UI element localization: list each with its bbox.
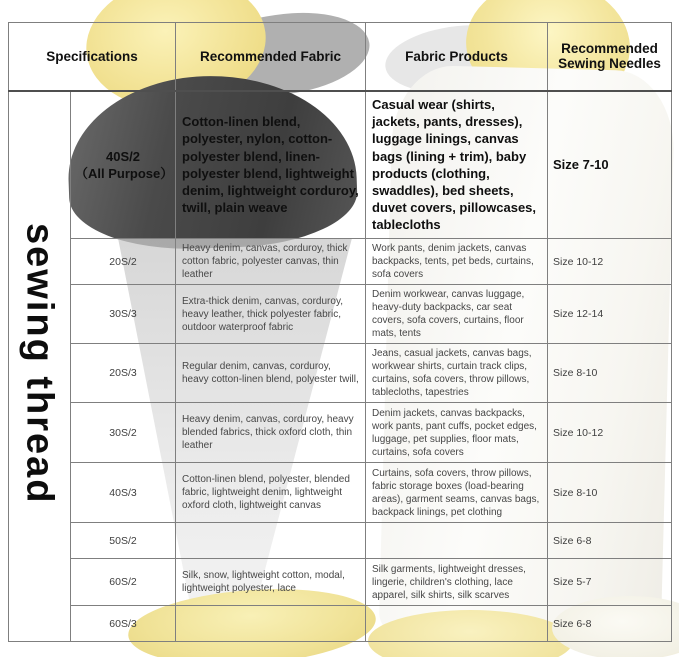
header-recommended-fabric: Recommended Fabric [176,23,366,91]
table-header-row [9,23,672,91]
products-cell: Curtains, sofa covers, throw pillows, fabric storage boxes (load-bearing areas), garment seams, canvas bags, backpack linings, pet clothing [366,463,548,523]
header-specifications: Specifications [9,23,176,91]
needles-cell: Size 10-12 [548,239,672,285]
fabric-cell: Cotton-linen blend, polyester, nylon, cotton-polyester blend, linen-polyester blend, lightweight denim, lightweight corduroy, twill, plain weave [176,91,366,239]
spec-cell: 30S/3 [71,285,176,344]
table-row-20s2 [9,239,672,285]
needles-cell: Size 12-14 [548,285,672,344]
products-cell: Work pants, denim jackets, canvas backpacks, tents, pet beds, curtains, sofa covers [366,239,548,285]
table-row-60s2 [9,559,672,606]
table-row-30s3 [9,285,672,344]
spec-cell: 40S/3 [71,463,176,523]
products-cell: Jeans, casual jackets, canvas bags, workwear shirts, curtain track clips, curtains, sofa covers, throw pillows, tablecloths, tapestries [366,344,548,403]
header-fabric-products: Fabric Products [366,23,548,91]
products-cell: Denim jackets, canvas backpacks, work pants, pant cuffs, pocket edges, luggage, pet supplies, floor mats, curtains, sofa covers [366,403,548,463]
products-cell: Casual wear (shirts, jackets, pants, dresses), luggage linings, canvas bags (lining + trim), baby products (clothing, swaddles), bed sheets, duvet covers, pillowcases, tablecloths [366,91,548,239]
spec-cell: 20S/2 [71,239,176,285]
needles-cell: Size 7-10 [548,91,672,239]
fabric-cell: Heavy denim, canvas, corduroy, thick cotton fabric, polyester canvas, thin leather [176,239,366,285]
vertical-title-cell [9,91,71,642]
fabric-cell [176,606,366,642]
table-row-50s2 [9,523,672,559]
spec-cell: 60S/3 [71,606,176,642]
needles-cell: Size 8-10 [548,463,672,523]
needles-cell: Size 6-8 [548,606,672,642]
fabric-cell [176,523,366,559]
table-row-40s2 [9,91,672,239]
fabric-cell: Regular denim, canvas, corduroy, heavy cotton-linen blend, polyester twill, [176,344,366,403]
spec-cell: 50S/2 [71,523,176,559]
table-row-60s3 [9,606,672,642]
spec-cell: 30S/2 [71,403,176,463]
fabric-cell: Cotton-linen blend, polyester, blended fabric, lightweight denim, lightweight oxford cloth, lightweight canvas [176,463,366,523]
needles-cell: Size 6-8 [548,523,672,559]
table-row-30s2 [9,403,672,463]
needles-cell: Size 8-10 [548,344,672,403]
fabric-cell: Extra-thick denim, canvas, corduroy, heavy leather, thick polyester fabric, outdoor waterproof fabric [176,285,366,344]
products-cell [366,606,548,642]
table-row-40s3 [9,463,672,523]
spec-cell: 20S/3 [71,344,176,403]
vertical-title: sewing thread [18,223,61,505]
needles-cell: Size 5-7 [548,559,672,606]
fabric-cell: Silk, snow, lightweight cotton, modal, lightweight polyester, lace [176,559,366,606]
products-cell [366,523,548,559]
thread-spec-table [8,22,672,642]
spec-cell: 40S/2 （All Purpose） [71,91,176,239]
spec-cell: 60S/2 [71,559,176,606]
needles-cell: Size 10-12 [548,403,672,463]
header-recommended-needles: Recommended Sewing Needles [548,23,672,91]
table-row-20s3 [9,344,672,403]
products-cell: Denim workwear, canvas luggage, heavy-duty backpacks, car seat covers, sofa covers, curtains, floor mats, tents [366,285,548,344]
products-cell: Silk garments, lightweight dresses, lingerie, children's clothing, lace apparel, silk shirts, silk scarves [366,559,548,606]
fabric-cell: Heavy denim, canvas, corduroy, heavy blended fabrics, thick oxford cloth, thin leather [176,403,366,463]
